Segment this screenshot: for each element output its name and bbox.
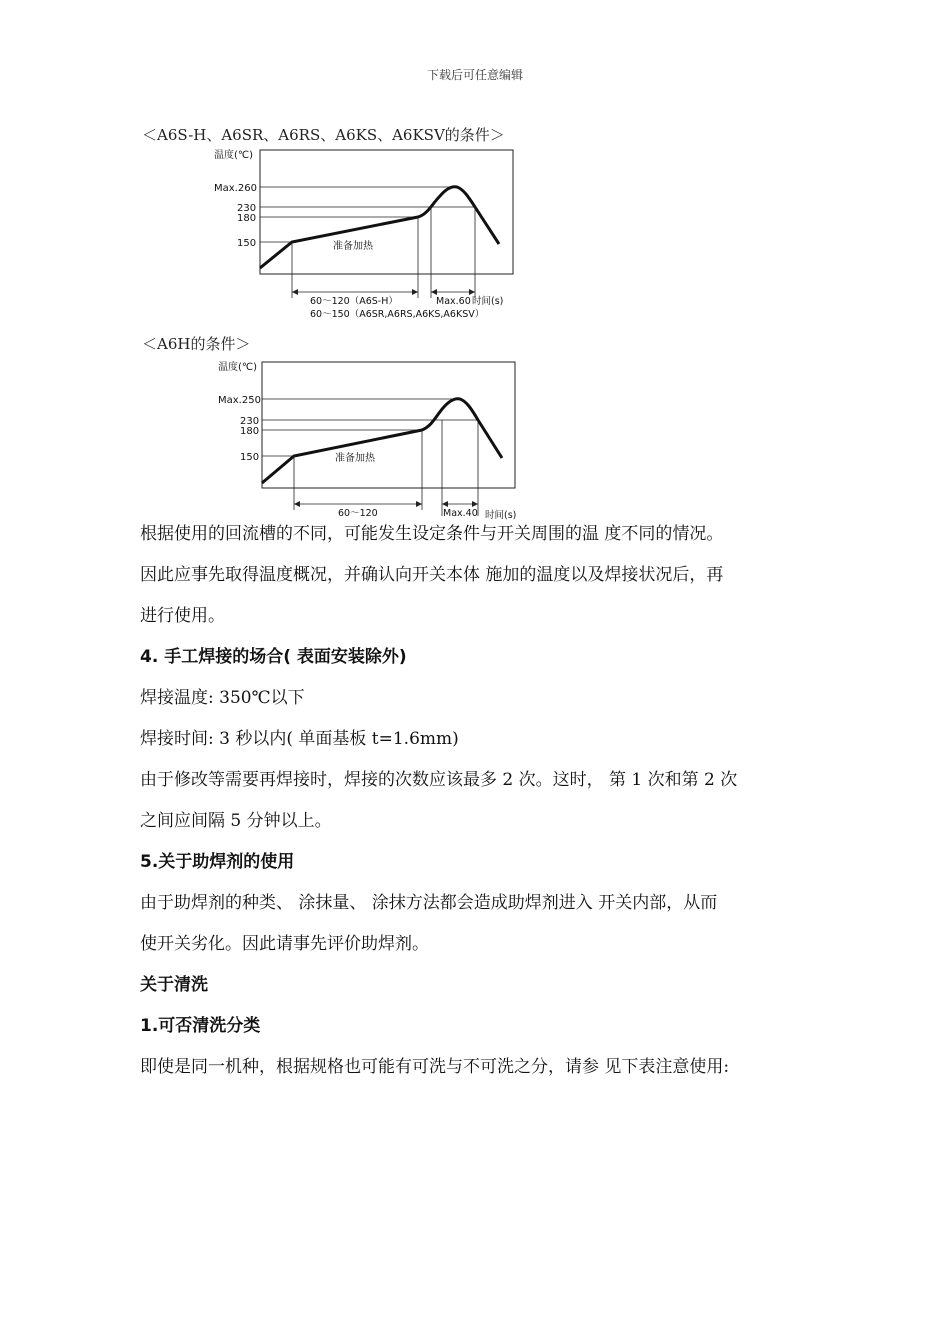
figure-2-profile-curve bbox=[262, 399, 502, 483]
figure-2-title: ＜A6H的条件＞ bbox=[142, 335, 251, 353]
figure-2-ytick-180: 180 bbox=[240, 426, 260, 437]
paragraph-2-line-2: 之间应间隔 5 分钟以上。 bbox=[140, 811, 332, 831]
heading-section-5: 5.关于助焊剂的使用 bbox=[140, 852, 295, 872]
figure-2-xlabel: 时间(s) bbox=[485, 510, 517, 521]
body-text bbox=[140, 514, 820, 1088]
figure-1-ytick-max: Max.260 bbox=[214, 183, 257, 194]
figure-2-ylabel: 温度(℃) bbox=[218, 362, 258, 373]
paragraph-4: 即使是同一机种，根据规格也可能有可洗与不可洗之分，请参 见下表注意使用: bbox=[140, 1057, 730, 1077]
soldering-temperature: 焊接温度: 350℃以下 bbox=[140, 688, 305, 708]
figure-1-ytick-180: 180 bbox=[237, 213, 257, 224]
figure-2-ytick-max: Max.250 bbox=[218, 395, 261, 406]
figure-1-title: ＜A6S-H、A6SR、A6RS、A6KS、A6KSV的条件＞ bbox=[142, 126, 505, 144]
soldering-time: 焊接时间: 3 秒以内( 单面基板 t=1.6mm) bbox=[140, 729, 459, 749]
figure-2-dim-preheat: 60～120 bbox=[338, 508, 378, 519]
figure-1-chart bbox=[200, 146, 530, 330]
figure-1-dim-preheat: 60～120（A6S-H） bbox=[310, 296, 398, 307]
paragraph-1-line-1: 根据使用的回流槽的不同，可能发生设定条件与开关周围的温 度不同的情况。 bbox=[140, 524, 724, 544]
paragraph-1-line-3: 进行使用。 bbox=[140, 606, 225, 626]
figure-1-xlabel: 时间(s) bbox=[472, 296, 504, 307]
figure-2-ytick-230: 230 bbox=[240, 416, 260, 427]
figure-2-chart bbox=[200, 358, 530, 526]
paragraph-3-line-2: 使开关劣化。因此请事先评价助焊剂。 bbox=[140, 934, 429, 954]
figure-2-region-label: 准备加热 bbox=[335, 453, 375, 464]
figure-1-dim-peak: Max.60 bbox=[436, 296, 471, 307]
figure-1-dim-preheat-2: 60～150（A6SR,A6RS,A6KS,A6KSV） bbox=[310, 309, 485, 320]
figure-1-region-label: 准备加热 bbox=[333, 241, 373, 252]
paragraph-3-line-1: 由于助焊剂的种类、 涂抹量、 涂抹方法都会造成助焊剂进入 开关内部，从而 bbox=[140, 893, 718, 913]
heading-section-4: 4. 手工焊接的场合( 表面安装除外) bbox=[140, 647, 407, 667]
figure-1-ylabel: 温度(℃) bbox=[214, 150, 254, 161]
figure-1-ytick-230: 230 bbox=[237, 203, 257, 214]
figure-2-ytick-150: 150 bbox=[240, 452, 260, 463]
header-note: 下载后可任意编辑 bbox=[426, 68, 523, 82]
paragraph-2-line-1: 由于修改等需要再焊接时，焊接的次数应该最多 2 次。这时， 第 1 次和第 2 次 bbox=[140, 770, 738, 790]
figure-1-ytick-150: 150 bbox=[237, 238, 257, 249]
paragraph-1-line-2: 因此应事先取得温度概况，并确认向开关本体 施加的温度以及焊接状况后，再 bbox=[140, 565, 724, 585]
heading-cleaning: 关于清洗 bbox=[140, 975, 208, 995]
heading-cleaning-1: 1.可否清洗分类 bbox=[140, 1016, 261, 1036]
figure-1-profile-curve bbox=[260, 187, 499, 268]
figure-2-dim-peak: Max.40 bbox=[443, 508, 478, 519]
